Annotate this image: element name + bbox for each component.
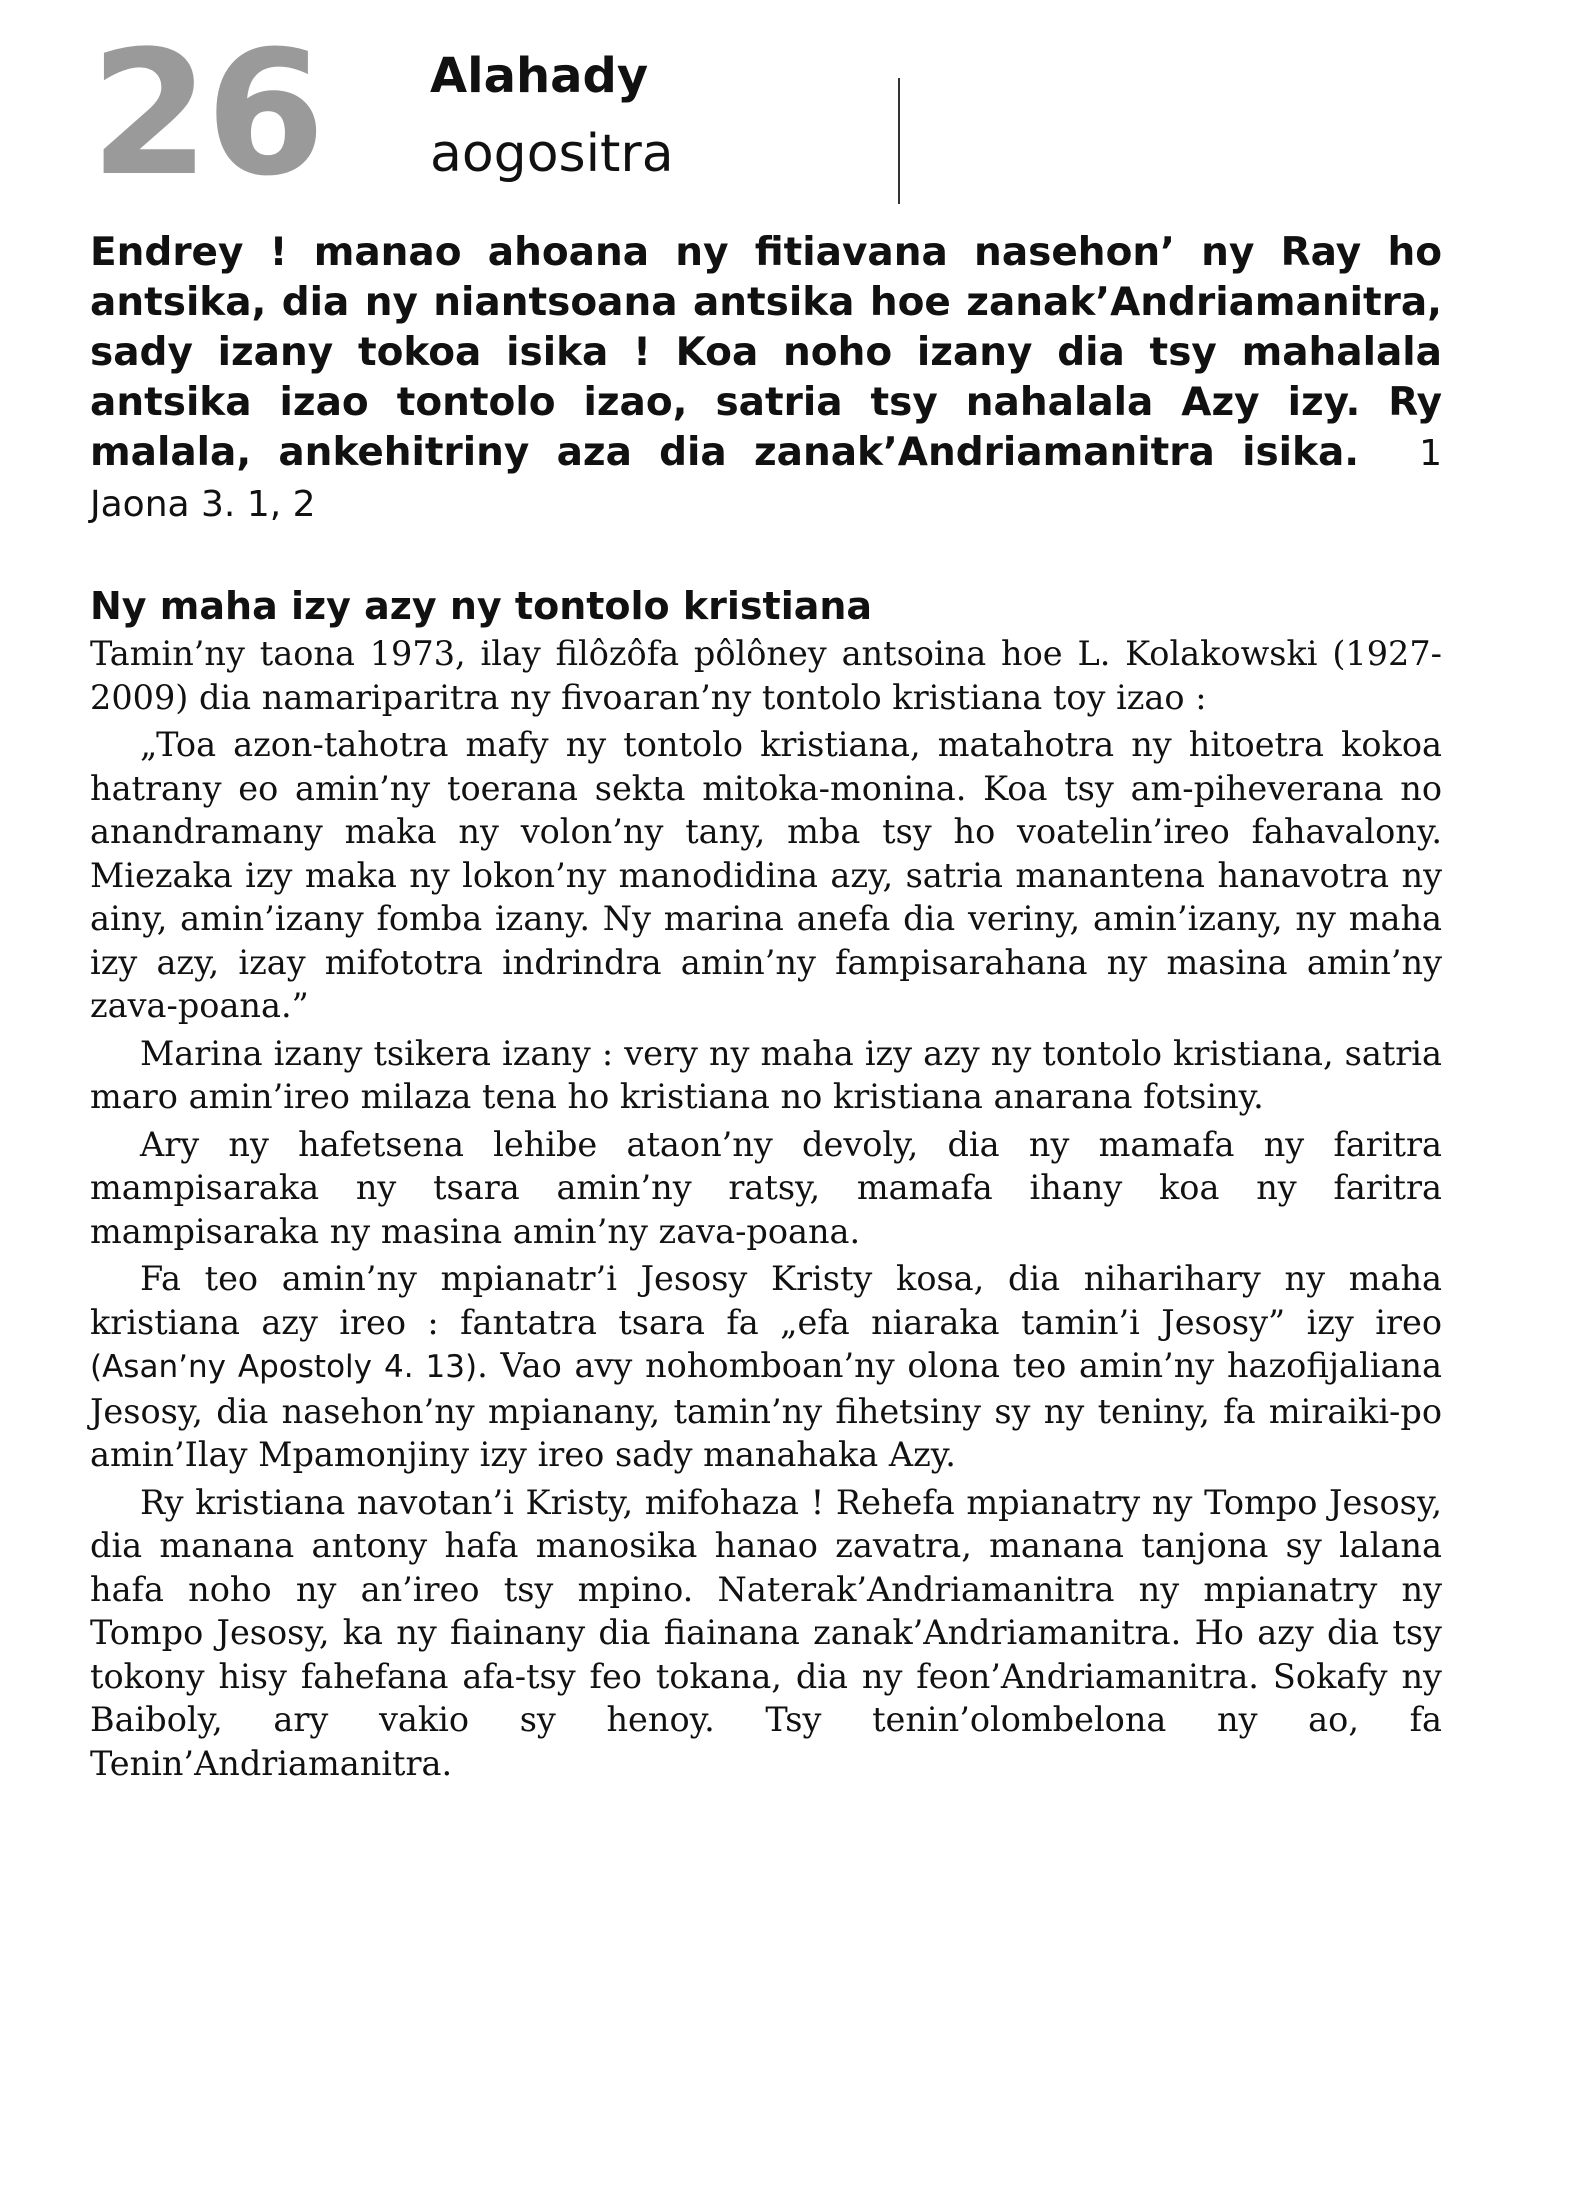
- paragraph: Tamin’ny taona 1973, ilay filôzôfa pôlôney antsoina hoe L. Kolakowski (1927-2009) dia namariparitra ny fivoaran’ny tontolo kristiana toy izao :: [90, 634, 1442, 717]
- devotion-title: Ny maha izy azy ny tontolo kristiana: [90, 584, 873, 628]
- day-number: 26: [90, 13, 322, 214]
- paragraph: Ary ny hafetsena lehibe ataon’ny devoly, dia ny mamafa ny faritra mampisaraka ny tsara amin’ny ratsy, mamafa ihany koa ny faritra mampisaraka ny masina amin’ny zava-poana.: [90, 1124, 1442, 1251]
- paragraph-text: Fa teo amin’ny mpianatr’i Jesosy Kristy kosa, dia niharihary ny maha kristiana azy ireo : fantatra tsara fa „efa niaraka tamin’i Jesosy” izy ireo: [90, 1259, 1442, 1342]
- paragraph-quote: „Toa azon-tahotra mafy ny tontolo kristiana, matahotra ny hitoetra kokoa hatrany eo amin’ny toerana sekta mitoka-monina. Koa tsy am-piheverana no anandramany maka ny volon’ny tany, mba tsy ho voatelin’ireo fahavalony. Miezaka izy maka ny lokon’ny manodidina azy, satria manantena hanavotra ny ainy, amin’izany fomba izany. Ny marina anefa dia veriny, amin’izany, ny maha izy azy, izay mifototra indrindra amin’ny fampisarahana ny masina amin’ny zava-poana.”: [90, 725, 1442, 1025]
- paragraph: Ry kristiana navotan’i Kristy, mifohaza ! Rehefa mpianatry ny Tompo Jesosy, dia manana antony hafa manosika hanao zavatra, manana tanjona sy lalana hafa noho ny an’ireo tsy mpino. Naterak’Andriamanitra ny mpianatry ny Tompo Jesosy, ka ny fiainany dia fiainana zanak’Andriamanitra. Ho azy dia tsy tokony hisy fahefana afa-tsy feo tokana, dia ny feon’Andriamanitra. Sokafy ny Baiboly, ary vakio sy henoy. Tsy tenin’olombelona ny ao, fa Tenin’Andriamanitra.: [90, 1482, 1442, 1783]
- verse-reference: 1 Jaona 3. 1, 2: [90, 433, 1442, 525]
- month: aogositra: [430, 124, 674, 184]
- devotion-section: [90, 582, 1442, 1789]
- header-divider: [898, 78, 900, 204]
- page-header: [90, 13, 830, 214]
- scripture-citation: (Asan’ny Apostoly 4. 13): [90, 1349, 478, 1385]
- paragraph: [90, 1257, 1442, 1477]
- verse-text: Endrey ! manao ahoana ny fitiavana nasehon’ ny Ray ho antsika, dia ny niantsoana antsika hoe zanak’Andriamanitra, sady izany tokoa isika ! Koa noho izany dia tsy mahalala antsika izao tontolo izao, satria tsy nahalala Azy izy. Ry malala, ankehitriny aza dia zanak’Andriamanitra isika.: [90, 230, 1442, 475]
- devotion-body: [90, 632, 1442, 1785]
- weekday: Alahady: [430, 48, 649, 104]
- bible-verse: [90, 228, 1442, 530]
- paragraph-text: . Vao avy nohomboan’ny olona teo amin’ny hazofijaliana Jesosy, dia nasehon’ny mpianany, tamin’ny fihetsiny sy ny teniny, fa miraiki-po amin’Ilay Mpamonjiny izy ireo sady manahaka Azy.: [90, 1346, 1442, 1474]
- paragraph: Marina izany tsikera izany : very ny maha izy azy ny tontolo kristiana, satria maro amin’ireo milaza tena ho kristiana no kristiana anarana fotsiny.: [90, 1033, 1442, 1116]
